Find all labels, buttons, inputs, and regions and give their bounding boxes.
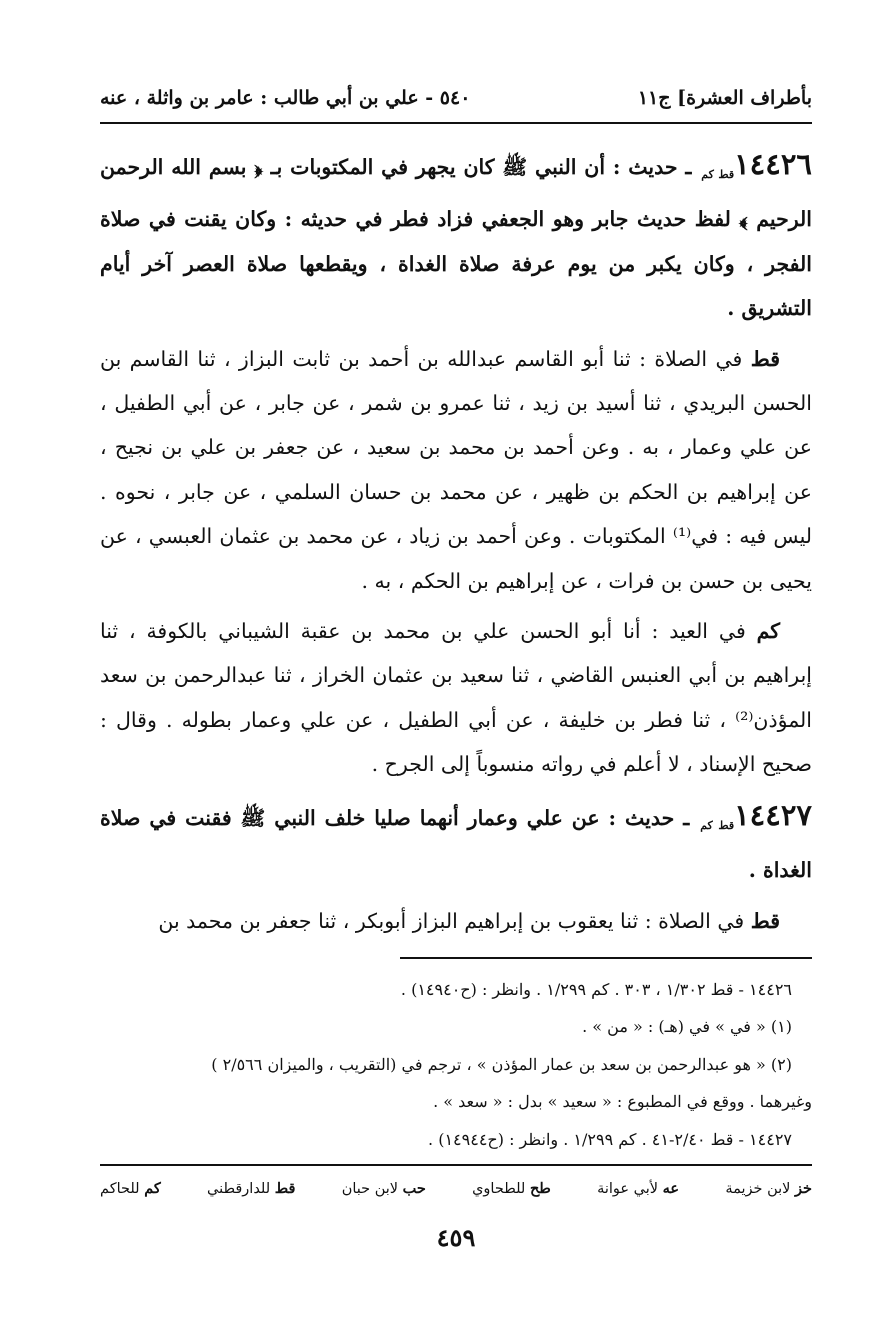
source-text: في الصلاة : ثنا أبو القاسم عبدالله بن أحمد بن ثابت البزاز ، ثنا القاسم بن الحسن البريدي ، ثنا أسيد بن زيد ، ثنا عمرو بن شمر ، عن جابر ، عن أبي الطفيل ، عن علي وعمار ، به . وعن أحمد بن محمد بن سعيد ، عن جعفر بن علي بن نجيح ، عن إبراهيم بن الحكم بن ظهير ، عن محمد بن حسان السلمي ، عن جابر ، نحوه . ليس فيه : في⁽¹⁾ المكتوبات . وعن أحمد بن زياد ، عن محمد بن عثمان العبسي ، عن يحيى بن حسن بن فرات ، عن إبراهيم بن الحكم ، به . (100, 346, 813, 593)
entry-sigla: قط كم (701, 168, 735, 181)
entry-sigla: قط كم (700, 818, 735, 832)
header-chapter-title: ٥٤٠ - علي بن أبي طالب : عامر بن واثلة ، عنه (100, 87, 471, 109)
book-page (100, 78, 812, 1318)
footnote-continuation: وغيرهما . ووقع في المطبوع : « سعيد » بدل : « سعد » . (433, 1092, 812, 1112)
abbreviation-item: حب لابن حبان (341, 1180, 426, 1198)
footnote: (١) « في » في (هـ) : « من » . (582, 1017, 792, 1037)
header-rule (100, 122, 812, 124)
source-sigla: قط (750, 908, 780, 933)
abbreviation-item: طح للطحاوي (472, 1180, 551, 1198)
abbreviations-rule (100, 1164, 812, 1166)
hadith-entry-14426 (100, 142, 812, 331)
abbreviation-item: كم للحاكم (100, 1180, 161, 1198)
main-text (100, 142, 812, 943)
running-header (100, 78, 812, 118)
header-book-title: بأطراف العشرة] ج١١ (637, 87, 812, 109)
footnote: ١٤٤٢٧ - قط ٢/٤٠-٤١ . كم ١/٢٩٩ . وانظر : (ح١٤٩٤٤) . (428, 1129, 792, 1149)
abbreviation-item: خز لابن خزيمة (725, 1180, 812, 1198)
source-text: في العيد : أنا أبو الحسن علي بن محمد بن عقبة الشيباني بالكوفة ، ثنا إبراهيم بن أبي العنبس القاضي ، ثنا سعيد بن عثمان الخراز ، ثنا عبدالرحمن بن سعد المؤذن⁽²⁾ ، ثنا فطر بن خليفة ، عن أبي الطفيل ، عن علي وعمار بطوله . وقال : صحيح الإسناد ، لا أعلم في رواته منسوباً إلى الجرح . (100, 619, 812, 777)
abbreviation-item: عه لأبي عوانة (597, 1180, 680, 1198)
footnote: ١٤٤٢٦ - قط ١/٣٠٢ ، ٣٠٣ . كم ١/٢٩٩ . وانظر : (ح١٤٩٤٠) . (400, 979, 792, 999)
source-text: في الصلاة : ثنا يعقوب بن إبراهيم البزاز أبوبكر ، ثنا جعفر بن محمد بن (158, 908, 751, 933)
source-sigla: قط (750, 346, 780, 371)
footnote-rule (400, 957, 812, 959)
hadith-entry-14427 (100, 793, 812, 893)
source-paragraph (100, 609, 812, 787)
entry-number: ١٤٤٢٧ (734, 797, 812, 832)
entry-number: ١٤٤٢٦ (734, 147, 812, 181)
source-paragraph (100, 899, 812, 943)
page-number: ٤٥٩ (436, 1223, 476, 1253)
footnote: (٢) « هو عبدالرحمن بن سعد بن عمار المؤذن » ، ترجم في (التقريب ، والميزان ٢/٥٦٦ ) (211, 1054, 792, 1074)
entry-text: ـ حديث : عن علي وعمار أنهما صليا خلف النبي ﷺ فقنت في صلاة الغداة . (100, 805, 812, 883)
source-sigla: كم (756, 619, 780, 644)
abbreviations-key (100, 1180, 812, 1197)
abbreviation-item: قط للدارقطني (207, 1180, 296, 1198)
entry-text: ـ حديث : أن النبي ﷺ كان يجهر في المكتوبات بـ ﴿ بسم الله الرحمن الرحيم ﴾ لفظ حديث جابر وهو الجعفي فزاد فطر في حديثه : وكان يقنت في صلاة الفجر ، وكان يكبر من يوم عرفة صلاة الغداة ، ويقطعها صلاة العصر آخر أيام التشريق . (100, 155, 812, 321)
source-paragraph (100, 337, 812, 603)
footnotes (100, 971, 812, 1159)
